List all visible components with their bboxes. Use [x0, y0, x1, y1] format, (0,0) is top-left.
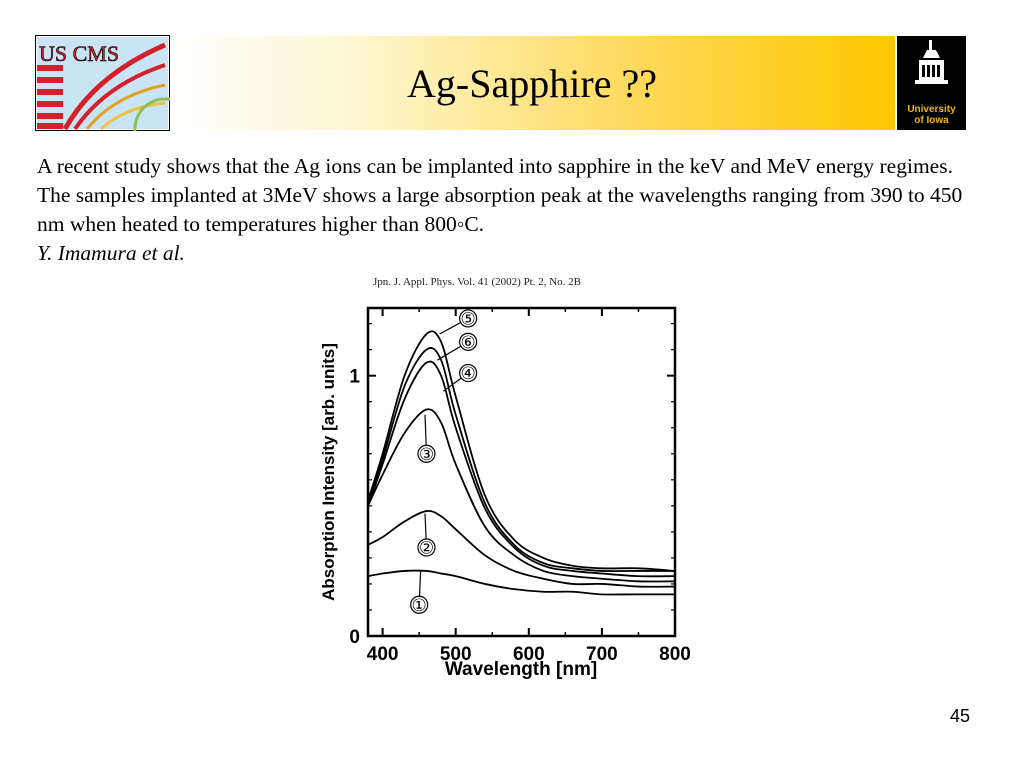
curve-label: ①: [411, 595, 427, 615]
x-tick-label: 400: [366, 644, 399, 665]
x-tick-label: 500: [439, 644, 472, 665]
x-tick-label: 600: [512, 644, 545, 665]
x-tick-label: 800: [659, 644, 691, 665]
uscms-logo: [35, 35, 170, 131]
y-axis-label: Absorption Intensity [arb. units]: [319, 343, 338, 601]
x-axis-label: Wavelength [nm]: [444, 659, 598, 680]
body-paragraph: A recent study shows that the Ag ions can be implanted into sapphire in the keV and MeV energy regimes. The samples implanted at 3MeV shows a large absorption peak at the wavelengths ranging from 390 to 450 nm when heated to temperatures higher than 800◦C.: [37, 154, 963, 236]
series-curve-3: [368, 409, 675, 581]
body-text: [37, 152, 982, 268]
logo-text-line-2: of Iowa: [914, 115, 949, 126]
curve-label: ⑥: [460, 332, 476, 352]
y-tick-label: 1: [349, 366, 360, 388]
slide-title: Ag-Sapphire ??: [407, 60, 657, 106]
figure-citation: Jpn. J. Appl. Phys. Vol. 41 (2002) Pt. 2, No. 2B: [373, 276, 582, 288]
y-tick-label: 0: [349, 627, 360, 648]
page-number: 45: [949, 706, 970, 726]
x-tick-label: 700: [586, 644, 618, 665]
logo-text-line-1: University: [907, 104, 956, 115]
curve-label: ③: [418, 444, 435, 464]
series-curve-5: [368, 348, 675, 571]
header-bar: [170, 36, 895, 130]
chart-curves: [368, 331, 675, 594]
axis-ticks: [349, 308, 690, 665]
curve-label: ④: [460, 364, 476, 384]
curve-label: ②: [418, 538, 435, 558]
series-curve-4: [368, 361, 675, 576]
svg-text:US CMS: US CMS: [39, 41, 120, 66]
author-citation: Y. Imamura et al.: [37, 241, 185, 265]
university-of-iowa-logo: [897, 36, 966, 130]
curve-label: ⑤: [460, 309, 476, 329]
absorption-chart: [310, 290, 710, 690]
